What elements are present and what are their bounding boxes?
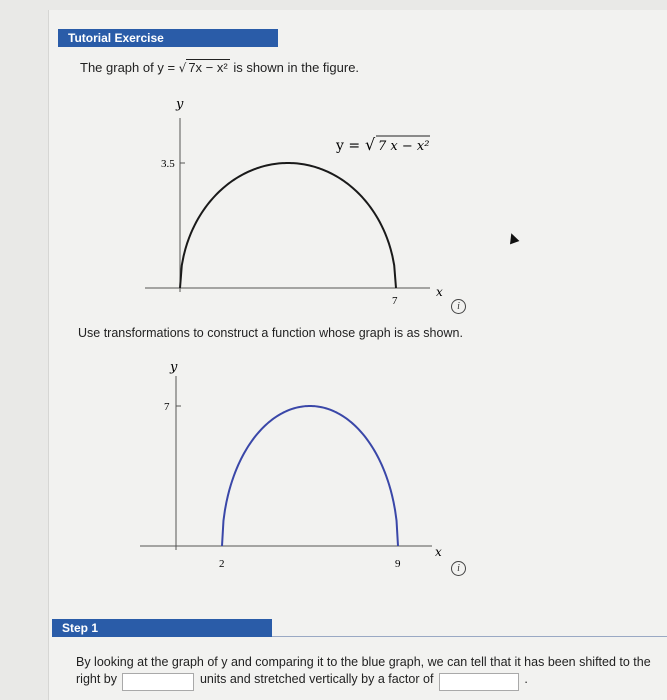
tutorial-header: Tutorial Exercise <box>58 29 278 47</box>
graph1-sqrt-symbol: √ <box>365 135 376 154</box>
graph1-equation-prefix: y = <box>336 138 361 154</box>
step-header: Step 1 <box>52 619 272 637</box>
graph2-x-tick-right: 9 <box>395 558 401 570</box>
step-text-part2: units and stretched vertically by a factor of <box>199 672 434 686</box>
sqrt-symbol: √ <box>178 61 187 75</box>
graph1-x-tick: 7 <box>392 295 398 307</box>
step-divider <box>272 636 667 637</box>
intro-radicand: 7x − x² <box>188 60 228 75</box>
instruction-text: Use transformations to construct a function whose graph is as shown. <box>78 326 463 340</box>
graph1-curve <box>180 163 396 288</box>
graph1-x-label: x <box>436 285 443 299</box>
graph1-y-label: y <box>176 97 184 112</box>
graph2-x-label: x <box>435 545 442 559</box>
graph2-info-icon[interactable]: i <box>451 561 466 576</box>
graph2-y-label: y <box>170 360 178 375</box>
intro-prefix: The graph of y = <box>80 60 176 75</box>
step-text-part1: By looking at the graph of y and comparing it to the blue graph, we can tell that it has been shifted to the right by <box>76 655 651 686</box>
step-text-part3: . <box>524 672 528 686</box>
shift-answer-input[interactable] <box>122 673 194 691</box>
graph1-info-icon[interactable]: i <box>451 299 466 314</box>
graph2-y-tick: 7 <box>164 401 170 413</box>
intro-suffix: is shown in the figure. <box>233 60 360 75</box>
graph1-equation-radicand: 7 x − x² <box>378 139 430 154</box>
stretch-factor-input[interactable] <box>439 673 519 691</box>
step-text <box>76 654 667 691</box>
graph2-x-tick-left: 2 <box>219 558 225 570</box>
graph1-y-tick: 3.5 <box>161 158 175 170</box>
